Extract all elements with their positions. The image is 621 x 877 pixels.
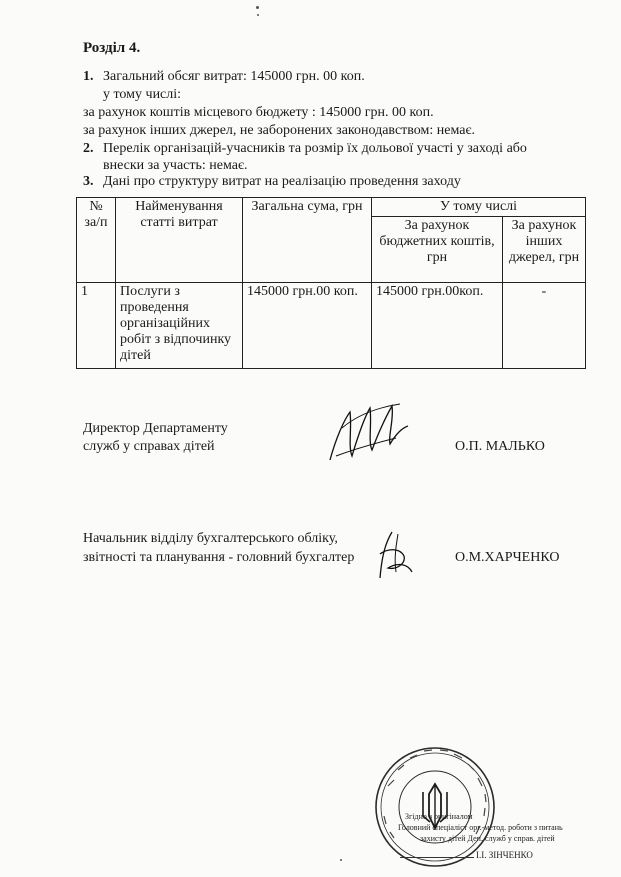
item-3	[83, 173, 461, 190]
certification-rule	[400, 857, 474, 858]
row-budget-funds: 145000 грн.00коп.	[372, 283, 503, 369]
accountant-title-line2: звітності та планування - головний бухгалтер	[83, 550, 355, 565]
row-total-sum: 145000 грн.00 коп.	[243, 283, 372, 369]
item-3-number: 3.	[83, 174, 94, 189]
director-title-line1: Директор Департаменту	[83, 421, 228, 436]
item-2-text-b: внески за участь: немає.	[103, 158, 248, 173]
header-total-sum: Загальна сума, грн	[243, 198, 372, 283]
header-item-name: Найменування статті витрат	[116, 198, 243, 283]
item-1-text: Загальний обсяг витрат: 145000 грн. 00 коп.	[103, 69, 365, 84]
header-budget-funds: За рахунок бюджетних коштів, грн	[372, 217, 503, 283]
director-title-line2: служб у справах дітей	[83, 439, 215, 454]
item-2	[83, 140, 583, 157]
scan-artifact	[256, 6, 259, 9]
header-including: У тому числі	[372, 198, 586, 217]
row-item-name: Послуги з проведення організаційних робіт з відпочинку дітей	[116, 283, 243, 369]
certification-line1: Згідно з оригіналом	[405, 812, 473, 821]
item-1	[83, 68, 365, 85]
certification-line3: захисту дітей Деп. служб у справ. дітей	[420, 834, 555, 843]
certification-line2: Головний спеціаліст орг.-метод. роботи з питань	[398, 823, 563, 832]
scan-artifact	[340, 859, 342, 861]
item-3-text: Дані про структуру витрат на реалізацію проведення заходу	[103, 174, 461, 189]
table-row	[77, 283, 586, 369]
row-number: 1	[77, 283, 116, 369]
item-2-text-a: Перелік організацій-учасників та розмір їх дольової участі у заході або	[103, 141, 527, 156]
item-1-other-sources-line: за рахунок інших джерел, не заборонених законодавством: немає.	[83, 123, 475, 138]
item-1-local-budget-line: за рахунок коштів місцевого бюджету : 145000 грн. 00 коп.	[83, 105, 434, 120]
accountant-name: О.М.ХАРЧЕНКО	[455, 550, 560, 565]
item-1-subtitle: у тому числі:	[103, 87, 182, 102]
cost-structure-table	[76, 197, 586, 369]
accountant-signature	[372, 528, 418, 582]
section-title: Розділ 4.	[83, 40, 141, 56]
certification-name: І.І. ЗІНЧЕНКО	[476, 850, 533, 860]
row-other-sources: -	[503, 283, 586, 369]
item-1-number: 1.	[83, 69, 94, 84]
director-name: О.П. МАЛЬКО	[455, 439, 545, 454]
header-number: № за/п	[77, 198, 116, 283]
item-2-number: 2.	[83, 141, 94, 156]
accountant-title-line1: Начальник відділу бухгалтерського обліку,	[83, 531, 338, 546]
director-signature	[322, 398, 412, 468]
table-header-row	[77, 198, 586, 217]
header-other-sources: За рахунок інших джерел, грн	[503, 217, 586, 283]
scan-artifact	[257, 14, 259, 16]
